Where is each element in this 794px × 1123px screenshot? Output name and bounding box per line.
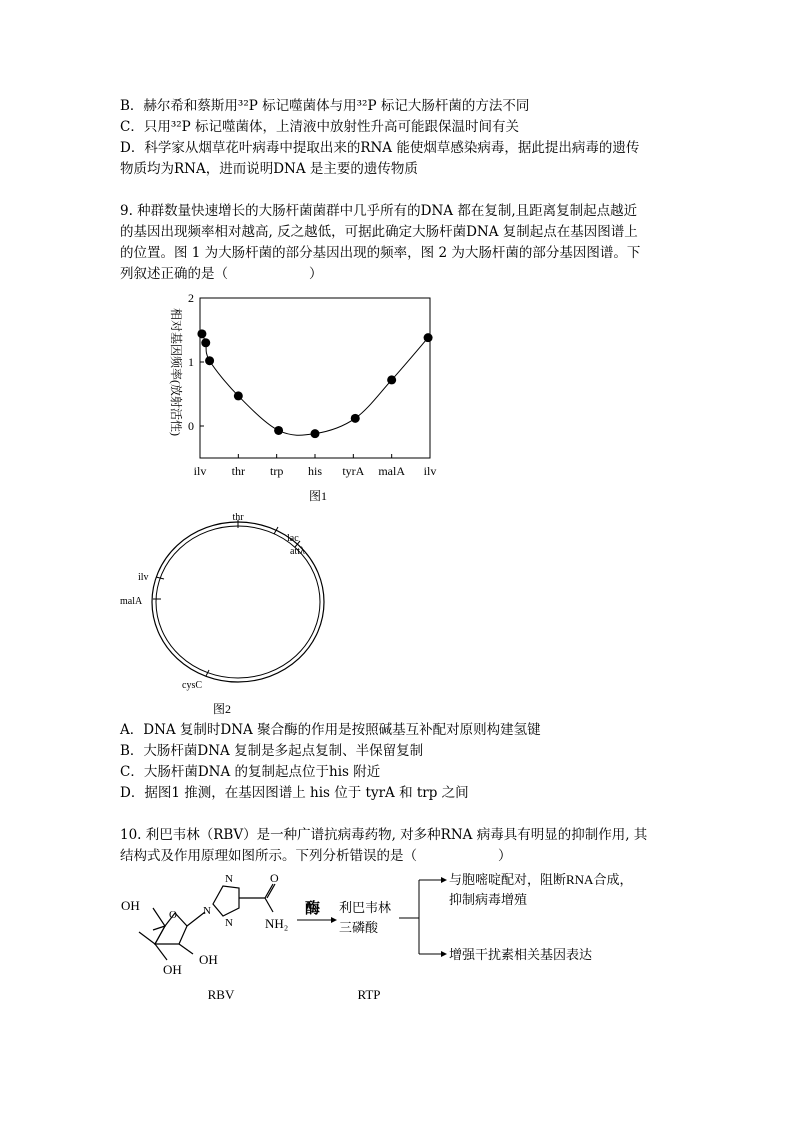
branch-top-arrowhead — [441, 877, 447, 883]
q9-stem-line1: 9. 种群数量快速增长的大肠杆菌菌群中几乎所有的DNA 都在复制,且距离复制起点越近 — [120, 203, 638, 219]
q9-option-d: D．据图1 推测，在基因图谱上 his 位于 tyrA 和 trp 之间 — [120, 785, 469, 801]
data-point — [311, 429, 320, 438]
data-point — [351, 414, 360, 423]
reaction-arrow-head — [331, 917, 337, 923]
data-point — [274, 426, 283, 435]
q8-option-d-line1: D．科学家从烟草花叶病毒中提取出来的RNA 能使烟草感染病毒，据此提出病毒的遗传 — [120, 140, 640, 156]
q9-option-c: C．大肠杆菌DNA 的复制起点位于his 附近 — [120, 764, 381, 780]
x-tick-label-trp: trp — [269, 464, 284, 478]
q8-option-b: B．赫尔希和蔡斯用³²P 标记噬菌体与用³²P 标记大肠杆菌的方法不同 — [120, 98, 530, 114]
label-cysc: cysC — [182, 680, 202, 691]
rbv-label: RBV — [207, 987, 235, 1002]
x-tick-label-malA: malA — [378, 464, 406, 478]
data-point — [387, 375, 396, 384]
n-label-2: N — [225, 873, 233, 885]
figure2-caption: 图2 — [212, 702, 232, 716]
rtp-name-line2: 三磷酸 — [339, 920, 379, 935]
q9-stem-line2: 的基因出现频率相对越高, 反之越低，可据此确定大肠杆菌DNA 复制起点在基因图谱上 — [120, 224, 638, 240]
data-points — [197, 329, 432, 438]
data-point — [234, 391, 243, 400]
q9-option-a: A．DNA 复制时DNA 聚合酶的作用是按照碱基互补配对原则构建氢键 — [120, 722, 541, 738]
figure1-caption: 图1 — [308, 489, 328, 503]
effect2: 增强干扰素相关基因表达 — [449, 947, 593, 962]
x-tick-label-thr: thr — [231, 464, 246, 478]
q10-stem-line1: 10. 利巴韦林（RBV）是一种广谱抗病毒药物, 对多种RNA 病毒具有明显的抑制作用, 其 — [120, 827, 648, 843]
q9-stem-line4: 列叙述正确的是（ ） — [120, 266, 323, 282]
q8-option-c: C．只用³²P 标记噬菌体，上清液中放射性升高可能跟保温时间有关 — [120, 119, 520, 135]
ribavirin-diagram — [115, 868, 635, 1008]
label-ilv: ilv — [138, 572, 149, 583]
label-lac: lac — [287, 533, 299, 544]
effect1-line1: 与胞嘧啶配对，阻断RNA合成， — [449, 872, 633, 887]
label-mala: malA — [120, 596, 143, 607]
data-point — [201, 338, 210, 347]
n-label-1: N — [203, 905, 211, 917]
x-tick-label-his: his — [307, 464, 323, 478]
nh2-label: NH₂ — [265, 916, 289, 931]
y-ticks — [188, 291, 204, 433]
x-tick-label-ilv: ilv — [423, 464, 437, 478]
data-point — [205, 356, 214, 365]
figure2-gene-map — [110, 510, 350, 725]
rtp-label: RTP — [357, 987, 381, 1002]
fit-curve — [202, 334, 428, 435]
q9-stem-line3: 的位置。图 1 为大肠杆菌的部分基因出现的频率，图 2 为大肠杆菌的部分基因图谱。下 — [120, 245, 641, 261]
n-label-3: N — [225, 917, 233, 929]
carbonyl-o-label: O — [270, 871, 279, 885]
rtp-name-line1: 利巴韦林 — [339, 900, 392, 915]
q8-option-d-line2: 物质均为RNA，进而说明DNA 是主要的遗传物质 — [120, 161, 418, 177]
enzyme-label: 酶 — [305, 901, 321, 917]
q10-stem-line2: 结构式及作用原理如图所示。下列分析错误的是（ ） — [120, 848, 512, 864]
y-axis-label: 相对基因频率(放射活性) — [169, 308, 183, 436]
label-thr: thr — [232, 512, 244, 523]
oh-label-1: OH — [121, 898, 140, 913]
label-att: attλ — [290, 546, 305, 557]
triazole-ring — [213, 884, 275, 916]
data-point — [197, 329, 206, 338]
figure1-chart — [160, 290, 450, 515]
q9-option-b: B．大肠杆菌DNA 复制是多起点复制、半保留复制 — [120, 743, 424, 759]
effect1-line2: 抑制病毒增殖 — [449, 892, 528, 907]
data-point — [424, 333, 433, 342]
branch-bottom-arrowhead — [441, 951, 447, 957]
x-tick-label-tyrA: tyrA — [342, 464, 365, 478]
oh-label-3: OH — [199, 952, 218, 967]
y-tick-label: 2 — [188, 291, 194, 305]
y-tick-label: 1 — [188, 355, 194, 369]
x-tick-label-ilv: ilv — [193, 464, 207, 478]
o-label: O — [169, 909, 177, 921]
oh-label-2: OH — [163, 962, 182, 977]
y-tick-label: 0 — [188, 419, 194, 433]
